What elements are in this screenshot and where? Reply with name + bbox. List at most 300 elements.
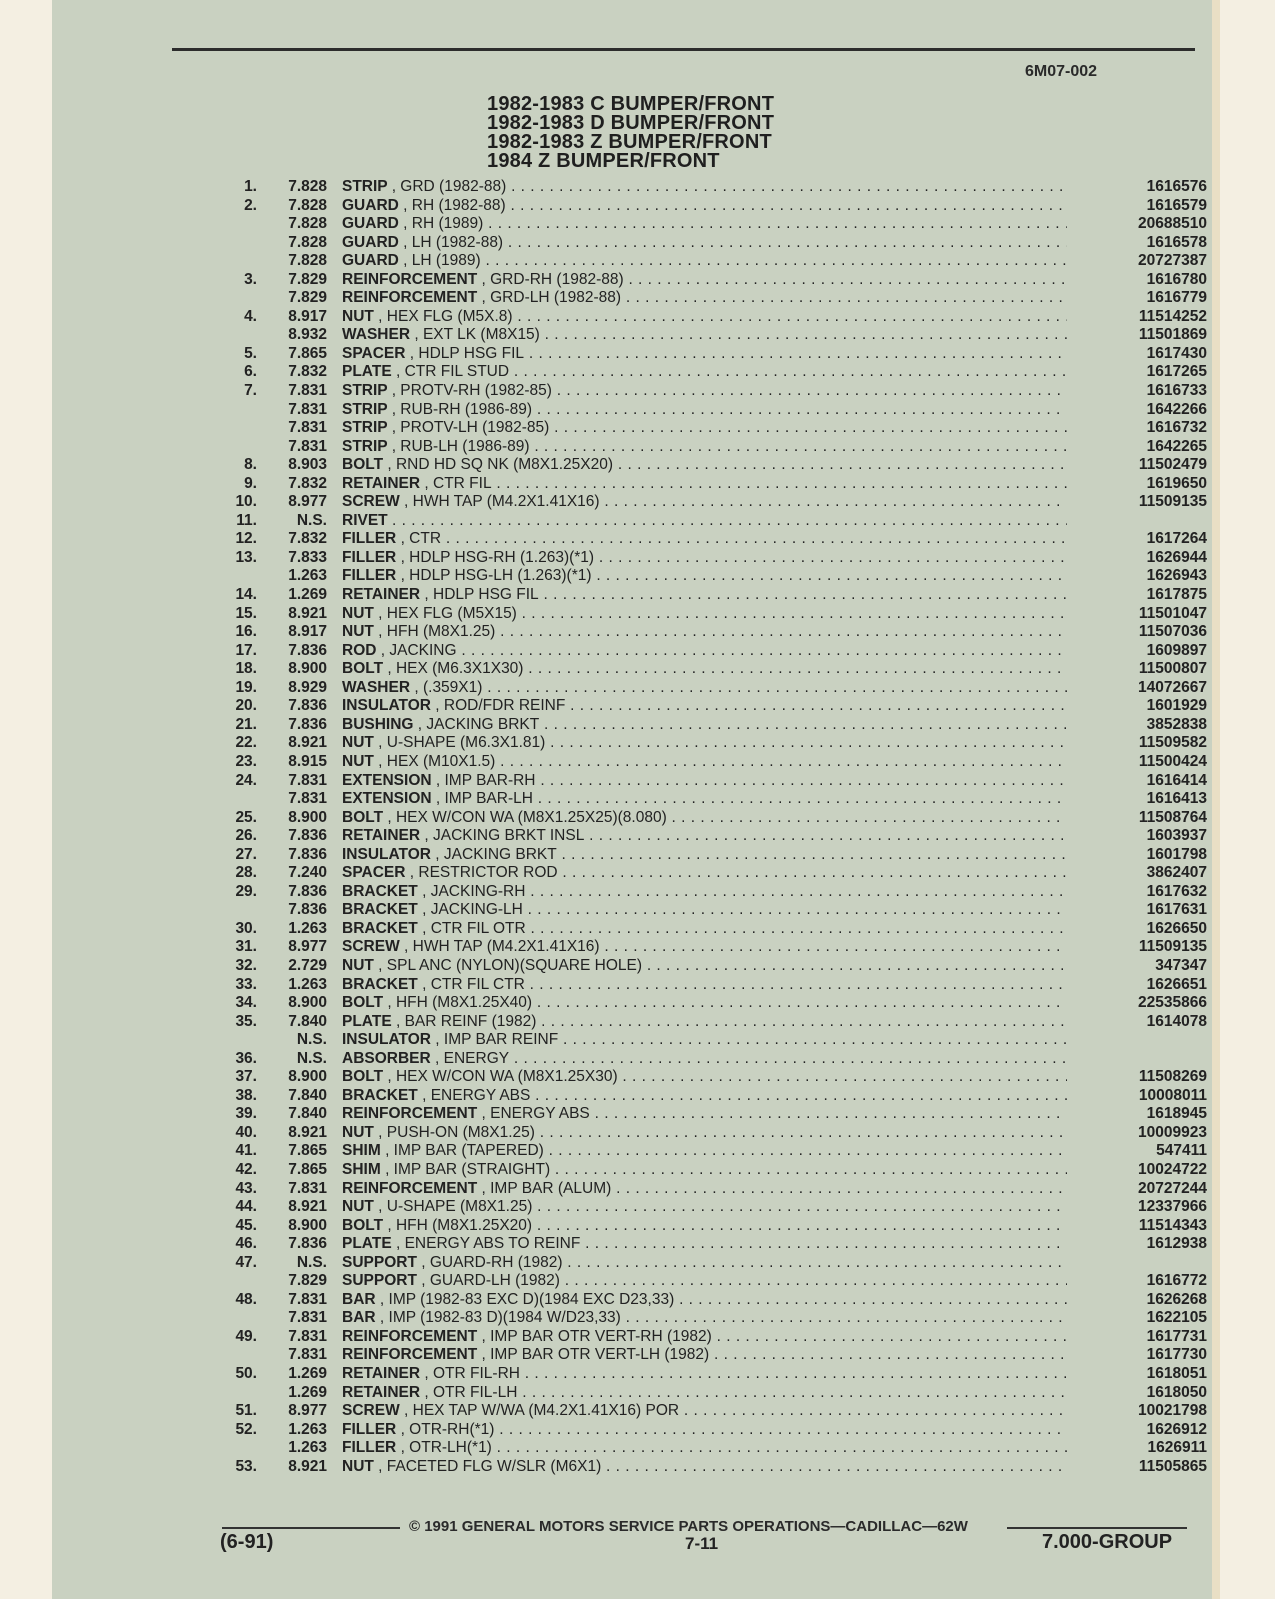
part-name: BRACKET [342,882,418,900]
part-spec: , ROD/FDR REINF [435,697,566,715]
item-number: 28. [235,864,257,882]
part-row [217,697,1207,716]
part-name: SCREW [342,1402,400,1420]
part-name: WASHER [342,326,411,344]
part-row [217,456,1207,475]
part-row [217,771,1207,791]
part-name: NUT [342,1198,374,1216]
part-description [342,234,1067,253]
part-row [217,400,1207,420]
item-number: 36. [235,1049,257,1067]
title-line: 1982-1983 C BUMPER/FRONT [487,93,775,115]
part-row [217,382,1207,401]
part-number: 1626943 [1146,567,1207,585]
part-description [342,1161,1067,1180]
part-row [217,734,1207,753]
part-row [217,270,1207,290]
part-name: ABSORBER [342,1049,431,1067]
item-number: 35. [235,1012,257,1030]
part-number: 10021798 [1138,1402,1207,1420]
part-row [217,1254,1202,1273]
part-row [217,1383,1207,1403]
title-line: 1982-1983 D BUMPER/FRONT [487,112,775,134]
part-spec: , BAR REINF (1982) [395,1012,537,1030]
part-description [342,252,1067,271]
group-number: 7.831 [288,771,327,789]
part-spec: , LH (1989) [403,252,481,270]
part-number: 347347 [1155,956,1207,974]
part-name: FILLER [342,1439,397,1457]
part-spec: , HFH (M8X1.25X20) [387,1216,533,1234]
part-spec: , LH (1982-88) [403,233,504,251]
part-number: 1622105 [1146,1309,1207,1327]
group-number: 8.900 [288,1068,327,1086]
part-row [217,1012,1207,1032]
group-number: 7.836 [288,1235,327,1253]
part-spec: , HEX (M10X1.5) [378,752,496,770]
item-number: 6. [244,363,257,381]
part-name: WASHER [342,678,411,696]
part-number: 1601929 [1146,697,1207,715]
part-description [342,1198,1067,1217]
part-number: 1642266 [1146,400,1207,418]
part-name: SPACER [342,864,406,882]
part-spec: , PUSH-ON (M8X1.25) [378,1123,535,1141]
part-description [342,1068,1067,1087]
group-number: 7.836 [288,882,327,900]
group-number: 1.269 [288,1365,327,1382]
part-number: 1617264 [1146,530,1207,548]
part-name: EXTENSION [342,790,432,808]
part-number: 1617730 [1146,1346,1207,1364]
part-description [342,363,1067,382]
part-name: REINFORCEMENT [342,1105,478,1123]
part-number: 1612938 [1146,1235,1207,1253]
part-row [217,1105,1207,1124]
part-name: GUARD [342,196,399,214]
item-number: 33. [235,975,257,993]
item-number: 13. [235,548,257,566]
part-description [342,772,1067,791]
part-description [342,197,1067,216]
part-row [217,808,1207,828]
part-number: 20727244 [1138,1179,1207,1197]
part-description [342,493,1067,512]
part-spec: , ENERGY ABS TO REINF [395,1235,581,1253]
group-number: 7.836 [288,715,327,733]
item-number: 41. [235,1142,257,1160]
item-number: 31. [235,938,257,956]
part-name: NUT [342,956,374,974]
part-description [342,512,1067,531]
part-number: 1616413 [1146,790,1207,808]
part-spec: , IMP (1982-83 D)(1984 W/D23,33) [379,1309,621,1327]
part-row [217,1123,1207,1143]
part-row [217,1439,1207,1458]
part-description [342,1087,1067,1106]
part-description [342,1309,1067,1328]
part-spec: , HEX FLG (M5X.8) [378,307,513,325]
part-spec: , EXT LK (M8X15) [414,326,540,344]
part-number: 11500807 [1138,660,1207,678]
part-name: RETAINER [342,827,421,845]
top-rule [172,48,1195,51]
item-number: 51. [235,1402,257,1420]
part-spec: , IMP BAR (ALUM) [481,1179,612,1197]
part-description [342,289,1067,308]
group-number: 8.977 [288,1402,327,1420]
part-name: NUT [342,623,374,641]
part-number: 11514343 [1138,1216,1207,1234]
part-row [217,419,1207,438]
part-row [217,567,1207,586]
item-number: 10. [235,493,257,511]
part-description [342,809,1067,828]
part-row [217,437,1207,457]
part-name: REINFORCEMENT [342,1327,478,1345]
part-number: 1617430 [1146,344,1207,362]
item-number: 12. [235,530,257,548]
part-name: BAR [342,1309,376,1327]
item-number: 25. [235,808,257,826]
part-description [342,642,1067,661]
part-number: 1626651 [1146,975,1207,993]
item-number: 45. [235,1216,257,1234]
part-name: PLATE [342,1235,392,1253]
group-number: 8.900 [288,994,327,1012]
part-spec: , JACKING BRKT INSL [424,827,585,845]
part-number: 1626911 [1147,1439,1207,1457]
part-row [217,827,1207,846]
part-spec: , HEX W/CON WA (M8X1.25X25)(8.080) [387,808,667,826]
group-number: 7.836 [288,901,327,919]
part-row [217,1346,1207,1365]
part-description [342,382,1067,401]
part-number: 1616578 [1146,233,1207,251]
part-name: PLATE [342,363,392,381]
part-number: 11507036 [1138,623,1207,641]
group-number: N.S. [296,1031,327,1049]
part-name: REINFORCEMENT [342,1179,478,1197]
item-number: 21. [235,715,257,733]
part-name: BUSHING [342,715,414,733]
part-number: 1603937 [1146,827,1207,845]
part-number: 1642265 [1146,437,1207,455]
part-spec: , IMP BAR (TAPERED) [385,1142,544,1160]
group-number: 1.263 [288,975,327,993]
part-row [217,845,1207,865]
item-number: 34. [235,994,257,1012]
part-description [342,976,1067,995]
part-spec: , CTR [400,530,442,548]
part-number: 1616780 [1146,270,1207,288]
footer-group: 7.000-GROUP [1042,1531,1173,1553]
part-row [217,864,1207,883]
group-number: 7.831 [288,1327,327,1345]
part-row [217,919,1207,939]
part-row [217,956,1207,976]
part-spec: , OTR-LH(*1) [400,1439,492,1457]
part-description [342,456,1067,475]
group-number: 7.828 [288,178,327,195]
item-number: 32. [235,956,257,974]
part-spec: , IMP BAR OTR VERT-LH (1982) [481,1346,710,1364]
group-number: 7.829 [288,270,327,288]
part-number: 1626268 [1146,1290,1207,1308]
part-name: NUT [342,752,374,770]
part-number: 11508269 [1138,1068,1207,1086]
part-row [217,994,1207,1013]
group-number: 7.832 [288,363,327,381]
part-description [342,1050,1067,1069]
item-number: 5. [244,344,257,362]
part-name: SCREW [342,493,400,511]
group-number: 2.729 [288,956,327,974]
part-number: 1614078 [1146,1012,1207,1030]
part-row [217,1327,1207,1347]
part-description [342,623,1067,642]
title-block [487,95,907,171]
group-number: 7.240 [288,864,327,882]
group-number: 1.269 [288,586,327,604]
part-description [342,1013,1067,1032]
part-description [342,901,1067,920]
part-name: RETAINER [342,586,421,604]
part-number: 11505865 [1138,1457,1207,1475]
part-description [342,438,1067,457]
group-number: 7.865 [288,1142,327,1160]
group-number: 7.840 [288,1086,327,1104]
part-row [217,326,1207,345]
part-number: 10008011 [1138,1086,1207,1104]
part-name: FILLER [342,1420,397,1438]
part-description [342,1384,1067,1403]
part-description [342,1458,1067,1477]
part-spec: , FACETED FLG W/SLR (M6X1) [378,1457,602,1475]
item-number: 26. [235,827,257,845]
part-name: INSULATOR [342,845,431,863]
part-number: 10009923 [1138,1123,1207,1141]
part-number: 1601798 [1146,845,1207,863]
part-row [217,604,1207,624]
part-name: FILLER [342,530,397,548]
footer-rule-right [1007,1527,1187,1529]
part-row [217,660,1207,679]
item-number: 52. [235,1420,257,1438]
part-row [217,215,1207,234]
group-number: 8.900 [288,660,327,678]
part-description [342,1217,1067,1236]
part-row [217,1309,1207,1328]
part-number: 20688510 [1138,215,1207,233]
group-number: 7.836 [288,827,327,845]
part-number: 1617265 [1146,363,1207,381]
part-description [342,419,1067,438]
part-description [342,605,1067,624]
part-number: 10024722 [1138,1160,1207,1178]
part-name: NUT [342,734,374,752]
part-name: SHIM [342,1160,381,1178]
part-spec: , (.359X1) [414,678,483,696]
part-spec: , RUB-LH (1986-89) [391,437,530,455]
part-row [217,474,1207,494]
part-row [217,196,1207,216]
part-number: 1617731 [1146,1327,1207,1345]
part-description [342,827,1067,846]
part-name: RETAINER [342,1383,421,1401]
part-description [342,957,1067,976]
part-spec: , RUB-RH (1986-89) [391,400,533,418]
item-number: 15. [235,604,257,622]
part-row [217,530,1207,549]
group-number: 1.263 [288,567,327,585]
group-number: 8.921 [288,1123,327,1141]
part-spec: , OTR-RH(*1) [400,1420,495,1438]
group-number: 8.917 [288,623,327,641]
group-number: 8.921 [288,734,327,752]
part-name: SPACER [342,344,406,362]
part-row [217,1086,1207,1106]
part-description [342,401,1067,420]
part-description [342,1124,1067,1143]
part-name: BRACKET [342,919,418,937]
group-number: 8.921 [288,1198,327,1216]
part-spec: , PROTV-RH (1982-85) [391,382,552,400]
part-name: GUARD [342,233,399,251]
item-number: 38. [235,1086,257,1104]
title-line: 1984 Z BUMPER/FRONT [487,150,720,172]
part-spec: , GUARD-RH (1982) [421,1253,563,1271]
item-number: 3. [244,270,257,288]
group-number: 7.840 [288,1012,327,1030]
part-number: 3852838 [1146,715,1207,733]
part-name: FILLER [342,567,397,585]
part-spec: , IMP BAR REINF [435,1031,559,1049]
item-number: 43. [235,1179,257,1197]
item-number: 22. [235,734,257,752]
part-spec: , CTR FIL CTR [422,975,525,993]
part-description [342,530,1067,549]
part-row [217,289,1207,308]
item-number: 4. [244,307,257,325]
part-number: 1616779 [1146,289,1207,307]
group-number: 8.929 [288,678,327,696]
group-number: 8.915 [288,752,327,770]
part-name: NUT [342,1123,374,1141]
part-number: 1619650 [1146,474,1207,492]
item-number: 37. [235,1068,257,1086]
item-number: 53. [235,1457,257,1475]
item-number: 2. [244,196,257,214]
part-number: 1618945 [1146,1105,1207,1123]
part-description [342,883,1067,902]
part-name: STRIP [342,437,388,455]
group-number: 8.932 [288,326,327,344]
part-description [342,271,1067,290]
group-number: 8.977 [288,493,327,511]
group-number: 8.917 [288,307,327,325]
part-row [217,548,1207,568]
group-number: 8.900 [288,808,327,826]
part-description [342,1254,1067,1273]
item-number: 9. [244,474,257,492]
group-number: 7.829 [288,289,327,307]
part-name: BOLT [342,808,384,826]
part-spec: , ENERGY [435,1049,510,1067]
part-description [342,1402,1067,1421]
part-number: 11508764 [1138,808,1207,826]
part-name: STRIP [342,382,388,400]
part-name: GUARD [342,252,399,270]
part-name: FILLER [342,548,397,566]
part-spec: , OTR FIL-LH [424,1383,518,1401]
part-row [217,1402,1207,1421]
part-description [342,994,1067,1013]
part-description [342,679,1067,698]
part-row [217,882,1207,902]
part-description [342,1346,1067,1365]
part-spec: , IMP BAR-RH [435,771,536,789]
doc-code: 6M07-002 [1025,63,1098,80]
group-number: 7.831 [288,1346,327,1364]
part-row [217,363,1207,382]
part-spec: , JACKING-RH [422,882,526,900]
item-number: 30. [235,919,257,937]
part-name: BRACKET [342,1086,418,1104]
part-description [342,1031,1067,1050]
part-spec: , SPL ANC (NYLON)(SQUARE HOLE) [378,956,643,974]
part-number: 1616576 [1146,178,1207,195]
title-line: 1982-1983 Z BUMPER/FRONT [487,131,772,153]
part-spec: , HWH TAP (M4.2X1.41X16) [404,493,600,511]
part-row [217,790,1207,809]
part-number: 1618051 [1146,1365,1207,1382]
group-number: 1.263 [288,1420,327,1438]
part-description [342,846,1067,865]
part-spec: , HWH TAP (M4.2X1.41X16) [404,938,600,956]
part-name: BRACKET [342,901,418,919]
part-spec: , IMP BAR OTR VERT-RH (1982) [481,1327,712,1345]
part-description [342,1142,1067,1161]
part-row [217,586,1207,605]
item-number: 44. [235,1198,257,1216]
part-description [342,1180,1067,1199]
part-row [217,1235,1207,1254]
part-number: 1616732 [1146,419,1207,437]
part-number: 1616579 [1146,196,1207,214]
part-row [217,1420,1207,1440]
part-spec: , HFH (M8X1.25) [378,623,496,641]
item-number: 20. [235,697,257,715]
group-number: 7.865 [288,344,327,362]
part-spec: , RH (1989) [403,215,484,233]
part-row [217,1031,1202,1050]
part-number: 547411 [1156,1142,1207,1160]
group-number: 7.828 [288,215,327,233]
item-number: 19. [235,678,257,696]
part-row [217,344,1207,364]
part-row [217,1050,1202,1069]
footer-date: (6-91) [220,1531,274,1553]
item-number: 16. [235,623,257,641]
part-number: 1617632 [1146,882,1207,900]
part-name: NUT [342,604,374,622]
part-row [217,1272,1207,1291]
part-name: GUARD [342,215,399,233]
part-description [342,475,1067,494]
part-spec: , GUARD-LH (1982) [421,1272,560,1290]
part-name: ROD [342,641,377,659]
